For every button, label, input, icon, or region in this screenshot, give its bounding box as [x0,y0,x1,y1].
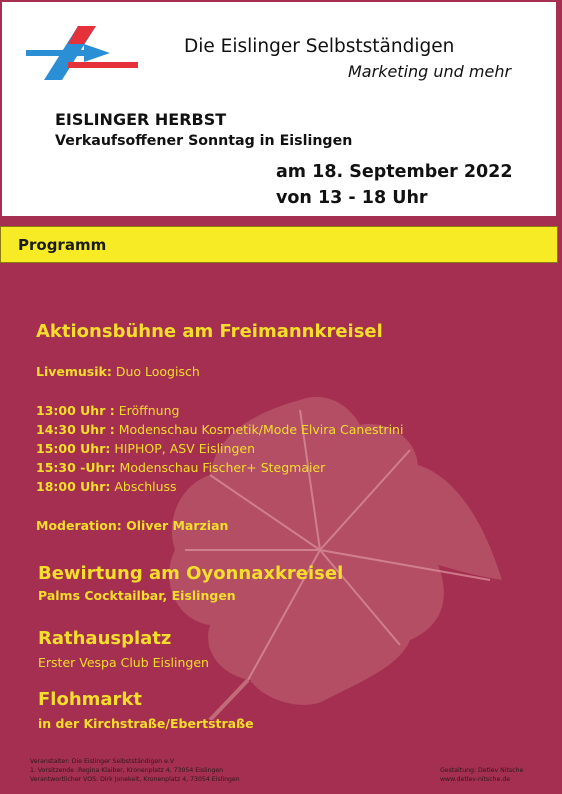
program-label: Programm [18,236,107,254]
footer-responsible: Verantwortlicher VOS: Dirk Jonekeit, Kronenplatz 4, 73054 Eislingen [30,776,240,783]
footer-organizer: Veranstalter: Die Eislinger Selbstständigen e.V [30,758,175,765]
event-subtitle: Verkaufsoffener Sonntag in Eislingen [55,133,353,149]
event-title: EISLINGER HERBST [55,110,227,129]
event-date: am 18. September 2022 [276,162,513,182]
flohmarkt-heading: Flohmarkt [38,689,143,710]
stage-heading: Aktionsbühne am Freimannkreisel [36,321,383,342]
schedule-row [36,403,179,418]
organization-name: Die Eislinger Selbstständigen [184,36,455,57]
schedule-row [36,460,325,475]
schedule-time: 15:30 -Uhr: [36,460,116,475]
event-time: von 13 - 18 Uhr [276,188,428,208]
livemusic-row [36,364,200,379]
livemusic-label: Livemusik: [36,364,112,379]
schedule-event: HIPHOP, ASV Eislingen [114,441,255,456]
schedule-time: 14:30 Uhr : [36,422,115,437]
flohmarkt-sub: in der Kirchstraße/Ebertstraße [38,716,254,731]
schedule-row [36,422,403,437]
schedule-event: Modenschau Kosmetik/Mode Elvira Canestrini [118,422,404,437]
livemusic-value: Duo Loogisch [115,364,200,379]
bewirtung-sub: Palms Cocktailbar, Eislingen [38,588,236,603]
bewirtung-heading: Bewirtung am Oyonnaxkreisel [38,563,344,584]
rathaus-sub: Erster Vespa Club Eislingen [38,655,209,670]
organization-tagline: Marketing und mehr [348,62,512,81]
schedule-time: 15:00 Uhr: [36,441,111,456]
schedule-row [36,479,177,494]
schedule-event: Eröffnung [118,403,180,418]
moderation-line: Moderation: Oliver Marzian [36,518,229,533]
rathaus-heading: Rathausplatz [38,628,172,649]
footer-organizer-block [30,757,240,784]
schedule-time: 13:00 Uhr : [36,403,115,418]
schedule-time: 18:00 Uhr: [36,479,111,494]
footer-chair: 1. Vorsitzende :Regina Klaiber, Kronenplatz 4, 73054 Eislingen [30,767,224,774]
footer-design-block [440,766,523,784]
footer-design: Gestaltung: Detlev Nitsche [440,767,524,774]
schedule-event: Modenschau Fischer+ Stegmaier [119,460,326,475]
schedule-row [36,441,255,456]
footer-website: www.detlev-nitsche.de [440,776,511,783]
schedule-event: Abschluss [114,479,177,494]
